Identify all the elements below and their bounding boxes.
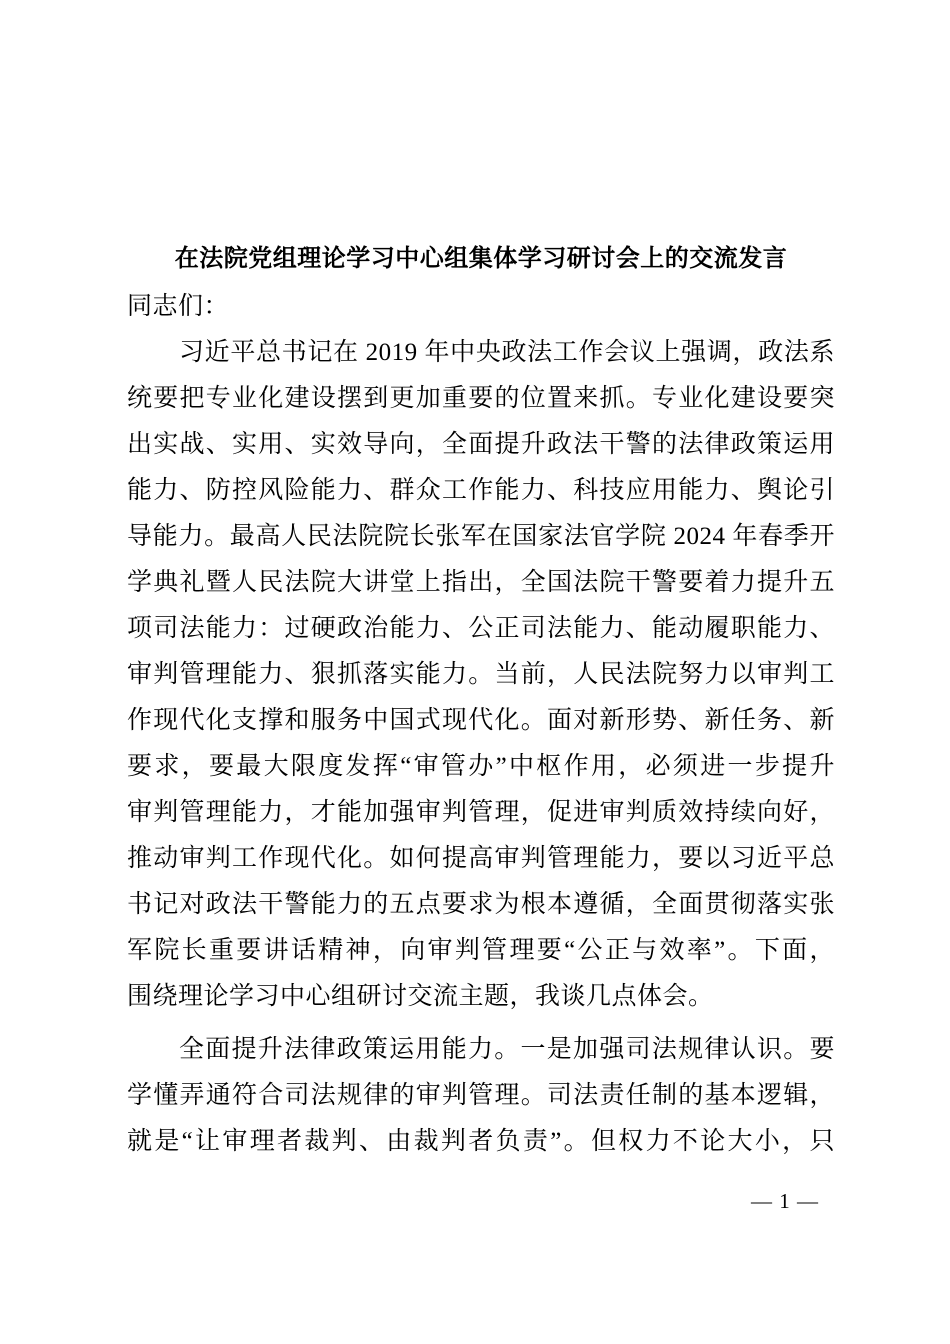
- text-line: 学懂弄通符合司法规律的审判管理。司法责任制的基本逻辑，: [127, 1082, 835, 1109]
- page-number: — 1 —: [751, 1189, 819, 1213]
- text-line: 围绕理论学习中心组研讨交流主题，我谈几点体会。: [127, 983, 714, 1010]
- text-line: 就是“让审理者裁判、由裁判者负责”。但权力不论大小，只: [127, 1128, 835, 1155]
- text-line: 统要把专业化建设摆到更加重要的位置来抓。专业化建设要突: [127, 385, 835, 412]
- text-line: 能力、防控风险能力、群众工作能力、科技应用能力、舆论引: [127, 477, 835, 504]
- text-line: 审判管理能力，才能加强审判管理，促进审判质效持续向好，: [127, 799, 835, 826]
- text-line: 习近平总书记在 2019 年中央政法工作会议上强调，政法系: [179, 339, 835, 366]
- paragraph-1: [127, 330, 835, 1020]
- salutation-line: 同志们：: [127, 293, 230, 320]
- text-line: 学典礼暨人民法院大讲堂上指出，全国法院干警要着力提升五: [127, 569, 835, 596]
- document-title: 在法院党组理论学习中心组集体学习研讨会上的交流发言: [174, 246, 788, 272]
- text-line: 作现代化支撑和服务中国式现代化。面对新形势、新任务、新: [127, 707, 835, 734]
- text-line: 全面提升法律政策运用能力。一是加强司法规律认识。要: [179, 1036, 835, 1063]
- text-line: 推动审判工作现代化。如何提高审判管理能力，要以习近平总: [127, 845, 835, 872]
- text-line: 项司法能力：过硬政治能力、公正司法能力、能动履职能力、: [127, 615, 835, 642]
- document-body: [127, 240, 835, 1165]
- text-line: 导能力。最高人民法院院长张军在国家法官学院 2024 年春季开: [127, 523, 835, 550]
- text-line: 书记对政法干警能力的五点要求为根本遵循，全面贯彻落实张: [127, 891, 835, 918]
- paragraph-2: [127, 1027, 835, 1165]
- text-line: 要求，要最大限度发挥“审管办”中枢作用，必须进一步提升: [127, 753, 835, 780]
- text-line: 军院长重要讲话精神，向审判管理要“公正与效率”。下面，: [127, 937, 835, 964]
- text-line: 出实战、实用、实效导向，全面提升政法干警的法律政策运用: [127, 431, 835, 458]
- text-line: 审判管理能力、狠抓落实能力。当前，人民法院努力以审判工: [127, 661, 835, 688]
